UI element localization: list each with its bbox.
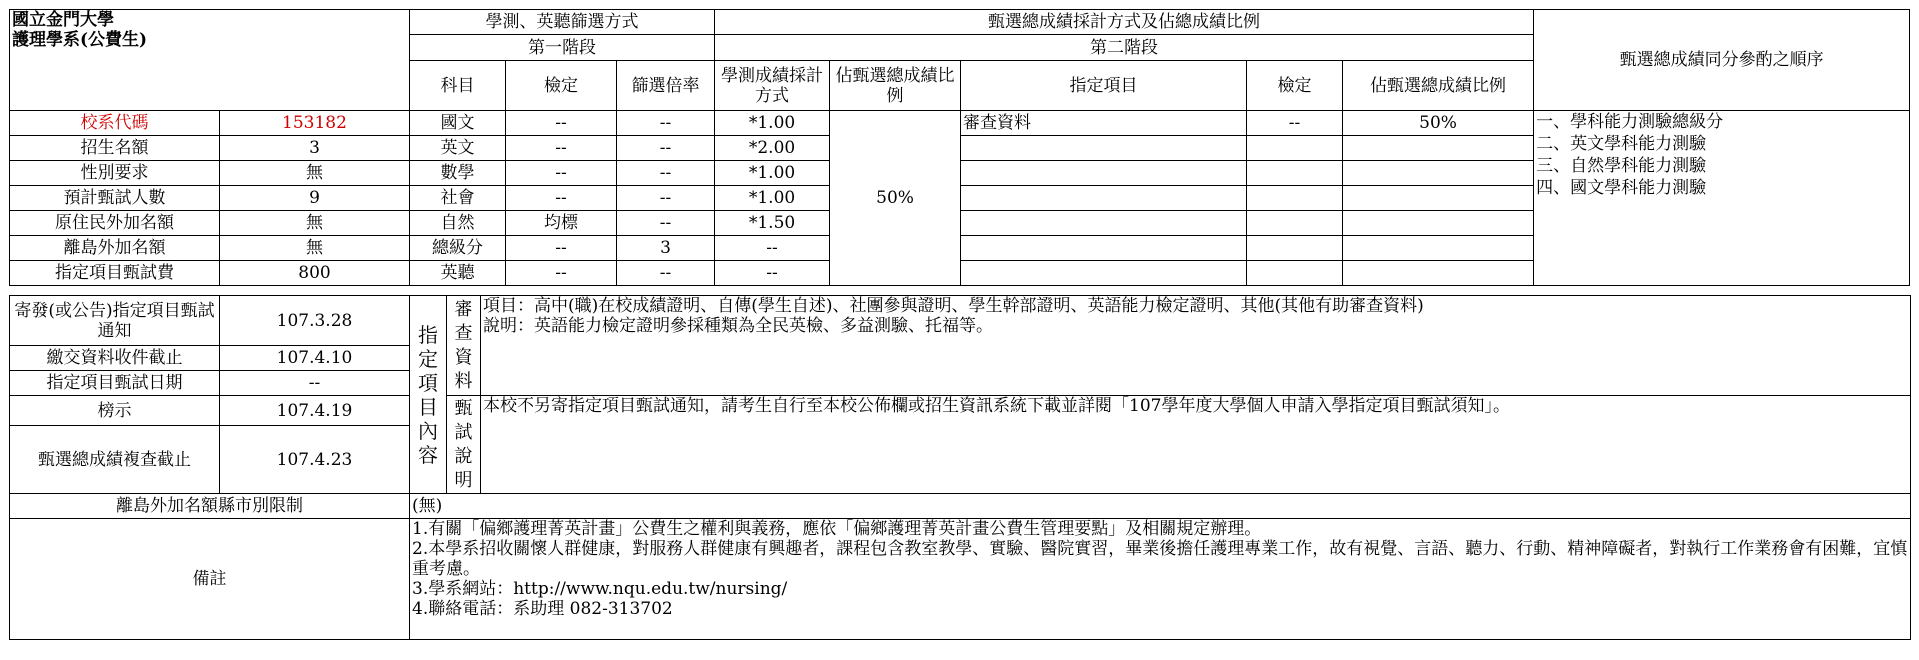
col-subject: 科目 [410, 61, 506, 111]
subject-name: 自然 [410, 211, 506, 236]
remarks-label: 備註 [10, 519, 410, 640]
info-value: 153182 [220, 111, 410, 136]
subject-calc: *2.00 [715, 136, 830, 161]
order-item: 四、國文學科能力測驗 [1536, 178, 1707, 198]
info-value: 800 [220, 261, 410, 286]
remark-line: 2.本學系招收關懷人群健康，對服務人群健康有興趣者，課程包含教室教學、實驗、醫院實習，畢業後擔任護理專業工作，故有視覺、言語、聽力、行動、精神障礙者，對執行工作業務會有困難，宜慎重考慮。 [412, 539, 1908, 579]
info-value: 9 [220, 186, 410, 211]
remark-line: 4.聯絡電話：系助理 082-313702 [412, 599, 673, 619]
island-limit-value: (無) [410, 494, 1911, 519]
subject-ratio: -- [617, 111, 715, 136]
subject-check: -- [506, 261, 617, 286]
col-check: 檢定 [506, 61, 617, 111]
col-calc: 學測成績採計方式 [715, 61, 830, 111]
col-pct: 佔甄選總成績比例 [830, 61, 961, 111]
order-item: 一、學科能力測驗總級分 [1536, 112, 1724, 132]
info-label: 招生名額 [10, 136, 220, 161]
empty-cell [1247, 186, 1343, 211]
info-value: 無 [220, 236, 410, 261]
stage2-percent: 50% [1343, 111, 1534, 136]
info-label: 預計甄試人數 [10, 186, 220, 211]
school-name: 國立金門大學 [12, 10, 114, 30]
info-value: 無 [220, 161, 410, 186]
subject-name: 社會 [410, 186, 506, 211]
stage2-check: -- [1247, 111, 1343, 136]
score-group-header: 甄選總成績採計方式及佔總成績比例 [715, 10, 1534, 35]
empty-cell [961, 161, 1247, 186]
empty-cell [1247, 236, 1343, 261]
date-value: 107.4.23 [220, 426, 410, 494]
empty-cell [961, 186, 1247, 211]
subject-ratio: -- [617, 261, 715, 286]
subject-check: -- [506, 186, 617, 211]
date-label: 繳交資料收件截止 [10, 346, 220, 371]
subject-name: 英文 [410, 136, 506, 161]
subject-ratio: -- [617, 161, 715, 186]
date-value: 107.4.10 [220, 346, 410, 371]
info-label: 性別要求 [10, 161, 220, 186]
info-label: 指定項目甄試費 [10, 261, 220, 286]
table-row [10, 396, 1911, 426]
empty-cell [1247, 136, 1343, 161]
subject-name: 數學 [410, 161, 506, 186]
subject-calc: *1.00 [715, 186, 830, 211]
info-value: 無 [220, 211, 410, 236]
date-label: 指定項目甄試日期 [10, 371, 220, 396]
info-label: 校系代碼 [10, 111, 220, 136]
empty-cell [1247, 211, 1343, 236]
order-item: 三、自然學科能力測驗 [1536, 156, 1707, 176]
date-value: 107.3.28 [220, 296, 410, 346]
admission-criteria-table [9, 9, 1910, 286]
date-label: 寄發(或公告)指定項目甄試通知 [10, 296, 220, 346]
subject-calc: *1.00 [715, 161, 830, 186]
stage-group-header: 學測、英聽篩選方式 [410, 10, 715, 35]
empty-cell [961, 211, 1247, 236]
subject-check: -- [506, 111, 617, 136]
col-ratio: 篩選倍率 [617, 61, 715, 111]
date-label: 甄選總成績複查截止 [10, 426, 220, 494]
school-heading [10, 10, 410, 111]
order-header: 甄選總成績同分參酌之順序 [1534, 10, 1910, 111]
remarks-content [410, 519, 1911, 640]
empty-cell [1343, 161, 1534, 186]
table-row [10, 111, 1910, 136]
exam-label: 甄試說明 [447, 396, 481, 494]
col-pct2: 佔甄選總成績比例 [1343, 61, 1534, 111]
empty-cell [1343, 186, 1534, 211]
subject-check: -- [506, 136, 617, 161]
subject-name: 英聽 [410, 261, 506, 286]
info-label: 原住民外加名額 [10, 211, 220, 236]
subject-calc: *1.00 [715, 111, 830, 136]
table-row [10, 296, 1911, 346]
empty-cell [1343, 211, 1534, 236]
subject-name: 總級分 [410, 236, 506, 261]
subject-ratio: -- [617, 211, 715, 236]
date-value: -- [220, 371, 410, 396]
empty-cell [961, 136, 1247, 161]
empty-cell [1343, 236, 1534, 261]
empty-cell [1343, 261, 1534, 286]
empty-cell [1343, 136, 1534, 161]
subject-calc: *1.50 [715, 211, 830, 236]
table-row [10, 519, 1911, 640]
date-value: 107.4.19 [220, 396, 410, 426]
subject-check: 均標 [506, 211, 617, 236]
stage1-percent: 50% [830, 111, 961, 286]
department-name: 護理學系(公費生) [12, 30, 148, 50]
review-label: 審查資料 [447, 296, 481, 396]
schedule-and-notes-table [9, 295, 1911, 640]
subject-ratio: -- [617, 186, 715, 211]
stage2-item: 審查資料 [961, 111, 1247, 136]
empty-cell [1247, 261, 1343, 286]
subject-check: -- [506, 161, 617, 186]
stage2-header: 第二階段 [715, 35, 1534, 61]
exam-content: 本校不另寄指定項目甄試通知，請考生自行至本校公佈欄或招生資訊系統下載並詳閱「107學年度大學個人申請入學指定項目甄試須知」。 [481, 396, 1911, 494]
remark-line: 3.學系網站：http://www.nqu.edu.tw/nursing/ [412, 579, 788, 599]
subject-check: -- [506, 236, 617, 261]
col-check2: 檢定 [1247, 61, 1343, 111]
info-value: 3 [220, 136, 410, 161]
empty-cell [961, 236, 1247, 261]
subject-calc: -- [715, 236, 830, 261]
subject-ratio: 3 [617, 236, 715, 261]
review-content [481, 296, 1911, 396]
empty-cell [961, 261, 1247, 286]
subject-name: 國文 [410, 111, 506, 136]
order-item: 二、英文學科能力測驗 [1536, 134, 1707, 154]
col-item: 指定項目 [961, 61, 1247, 111]
stage1-header: 第一階段 [410, 35, 715, 61]
tie-break-order [1534, 111, 1910, 286]
review-items: 項目：高中(職)在校成績證明、自傳(學生自述)、社團參與證明、學生幹部證明、英語能力檢定證明、其他(其他有助審查資料) [483, 296, 1424, 316]
subject-calc: -- [715, 261, 830, 286]
date-label: 榜示 [10, 396, 220, 426]
subject-ratio: -- [617, 136, 715, 161]
empty-cell [1247, 161, 1343, 186]
review-note: 說明：英語能力檢定證明參採種類為全民英檢、多益測驗、托福等。 [483, 316, 993, 336]
info-label: 離島外加名額 [10, 236, 220, 261]
remark-line: 1.有關「偏鄉護理菁英計畫」公費生之權利與義務，應依「偏鄉護理菁英計畫公費生管理要點」及相關規定辦理。 [412, 519, 1262, 539]
island-limit-label: 離島外加名額縣市別限制 [10, 494, 410, 519]
designated-side-label: 指定項目內容 [410, 296, 447, 494]
table-row [10, 494, 1911, 519]
